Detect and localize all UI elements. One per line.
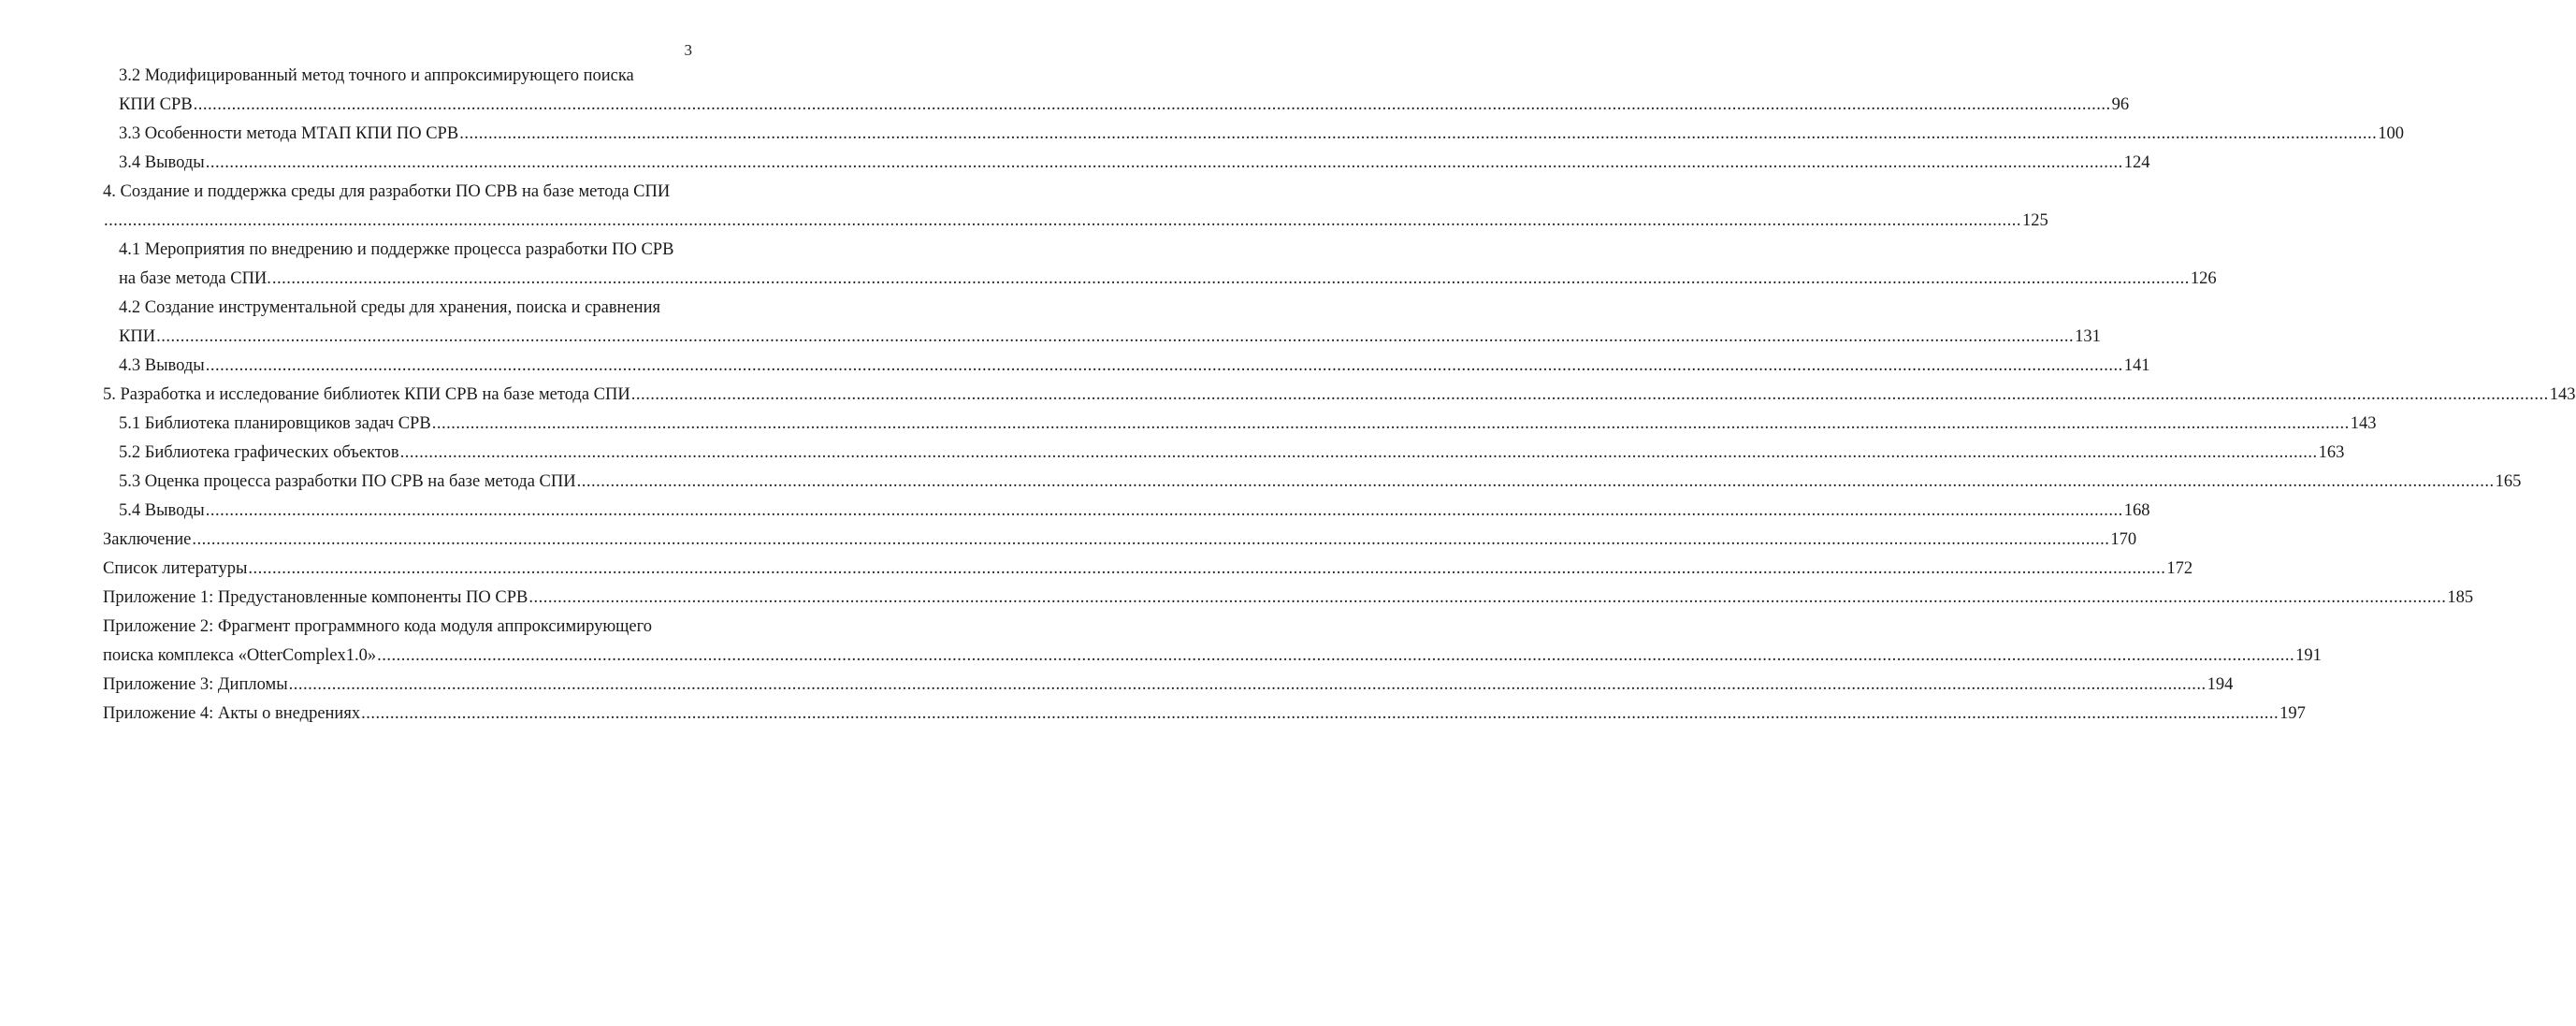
dot-leader: ................................................................................................................................................................................................................................................................................................................................................................................................................ <box>104 211 2021 230</box>
toc-entry-title: 4.3 Выводы <box>119 356 205 375</box>
toc-page-number: 125 <box>2022 211 2048 230</box>
toc-entry-4-2-line-1[interactable]: 4.2 Создание инструментальной среды для хранения, поиска и сравнения <box>119 298 660 317</box>
toc-entry-title: 5.1 Библиотека планировщиков задач СРВ <box>119 414 431 433</box>
toc-entry-title: Список литературы <box>103 559 248 578</box>
dot-leader: ................................................................................................................................................................................................................................................................................................................................................................................................................ <box>248 559 2166 578</box>
dot-leader: ................................................................................................................................................................................................................................................................................................................................................................................................................ <box>205 501 2123 520</box>
toc-entry-title: 5. Разработка и исследование библиотек КПИ СРВ на базе метода СПИ <box>103 385 630 404</box>
dot-leader: ................................................................................................................................................................................................................................................................................................................................................................................................................ <box>271 269 2190 288</box>
dot-leader: ................................................................................................................................................................................................................................................................................................................................................................................................................ <box>192 530 2110 549</box>
toc-entry-title: 5.2 Библиотека графических объектов <box>119 443 399 462</box>
toc-page-number: 170 <box>2110 530 2137 549</box>
toc-entry-title: на базе метода СПИ. <box>119 269 271 288</box>
toc-entry-3-3[interactable] <box>119 120 2404 149</box>
toc-entry-title: Приложение 1: Предустановленные компоненты ПО СРВ <box>103 588 528 607</box>
dot-leader: ................................................................................................................................................................................................................................................................................................................................................................................................................ <box>361 704 2279 723</box>
toc-entry-5-1[interactable] <box>119 410 2377 439</box>
toc-entry-4-2-line-2[interactable] <box>119 323 2101 352</box>
toc-page-number: 96 <box>2111 95 2130 114</box>
toc-entry-appendix-4[interactable] <box>103 700 2306 729</box>
toc-entry-title: 3.4 Выводы <box>119 153 205 172</box>
toc-page-number: 168 <box>2123 501 2150 520</box>
toc-entry-appendix-2-line-2[interactable] <box>103 642 2322 671</box>
toc-page-number: 194 <box>2207 675 2234 694</box>
dot-leader: ................................................................................................................................................................................................................................................................................................................................................................................................................ <box>459 124 2378 143</box>
toc-entry-title: КПИ <box>119 327 156 346</box>
dot-leader: ................................................................................................................................................................................................................................................................................................................................................................................................................ <box>156 327 2075 346</box>
toc-page-number: 163 <box>2318 443 2345 462</box>
toc-entry-5-4[interactable] <box>119 497 2150 526</box>
toc-entry-5-3[interactable] <box>119 468 2522 497</box>
dot-leader: ................................................................................................................................................................................................................................................................................................................................................................................................................ <box>528 588 2447 607</box>
dot-leader: ................................................................................................................................................................................................................................................................................................................................................................................................................ <box>399 443 2318 462</box>
toc-entry-3-2-line-1[interactable]: 3.2 Модифицированный метод точного и аппроксимирующего поиска <box>119 66 634 85</box>
toc-entry-5[interactable] <box>103 381 2576 410</box>
dot-leader: ................................................................................................................................................................................................................................................................................................................................................................................................................ <box>205 356 2123 375</box>
toc-page-number: 141 <box>2123 356 2150 375</box>
dot-leader: ................................................................................................................................................................................................................................................................................................................................................................................................................ <box>630 385 2549 404</box>
dot-leader: ................................................................................................................................................................................................................................................................................................................................................................................................................ <box>576 472 2495 491</box>
toc-entry-appendix-2-line-1[interactable]: Приложение 2: Фрагмент программного кода модуля аппроксимирующего <box>103 617 652 636</box>
table-of-contents <box>0 62 2576 729</box>
toc-entry-3-4[interactable] <box>119 149 2150 178</box>
toc-entry-conclusion[interactable] <box>103 526 2137 555</box>
toc-entry-title: КПИ СРВ <box>119 95 193 114</box>
toc-page-number: 143 <box>2350 414 2377 433</box>
toc-entry-appendix-3[interactable] <box>103 671 2234 700</box>
toc-entry-4-line-1[interactable]: 4. Создание и поддержка среды для разработки ПО СРВ на базе метода СПИ <box>103 182 671 201</box>
toc-entry-title: 5.4 Выводы <box>119 501 205 520</box>
toc-entry-4-3[interactable] <box>119 352 2150 381</box>
dot-leader: ................................................................................................................................................................................................................................................................................................................................................................................................................ <box>431 414 2350 433</box>
toc-entry-references[interactable] <box>103 555 2193 584</box>
toc-page-number: 131 <box>2075 327 2101 346</box>
toc-page-number: 191 <box>2295 646 2322 665</box>
toc-entry-title: поиска комплекса «OtterComplex1.0» <box>103 646 377 665</box>
toc-entry-4-1-line-2[interactable] <box>119 265 2217 294</box>
page-number: 3 <box>684 41 692 59</box>
toc-page-number: 172 <box>2166 559 2193 578</box>
toc-page-number: 143 <box>2549 385 2576 404</box>
toc-page-number: 185 <box>2447 588 2474 607</box>
toc-entry-title: Заключение <box>103 530 192 549</box>
dot-leader: ................................................................................................................................................................................................................................................................................................................................................................................................................ <box>288 675 2207 694</box>
toc-entry-3-2-line-2[interactable] <box>119 91 2130 120</box>
toc-entry-5-2[interactable] <box>119 439 2345 468</box>
toc-page-number: 100 <box>2378 124 2404 143</box>
toc-page-number: 124 <box>2123 153 2150 172</box>
toc-entry-title: Приложение 3: Дипломы <box>103 675 288 694</box>
toc-entry-4-1-line-1[interactable]: 4.1 Мероприятия по внедрению и поддержке процесса разработки ПО СРВ <box>119 240 674 259</box>
toc-page-number: 197 <box>2279 704 2306 723</box>
dot-leader: ................................................................................................................................................................................................................................................................................................................................................................................................................ <box>193 95 2111 114</box>
dot-leader: ................................................................................................................................................................................................................................................................................................................................................................................................................ <box>205 153 2123 172</box>
toc-entry-title: 3.3 Особенности метода МТАП КПИ ПО СРВ <box>119 124 459 143</box>
toc-entry-title: 5.3 Оценка процесса разработки ПО СРВ на базе метода СПИ <box>119 472 576 491</box>
toc-entry-4-line-2[interactable] <box>103 207 2048 236</box>
toc-page-number: 165 <box>2495 472 2522 491</box>
dot-leader: ................................................................................................................................................................................................................................................................................................................................................................................................................ <box>377 646 2295 665</box>
toc-page-number: 126 <box>2190 269 2217 288</box>
toc-entry-appendix-1[interactable] <box>103 584 2474 613</box>
toc-entry-title: Приложение 4: Акты о внедрениях <box>103 704 361 723</box>
